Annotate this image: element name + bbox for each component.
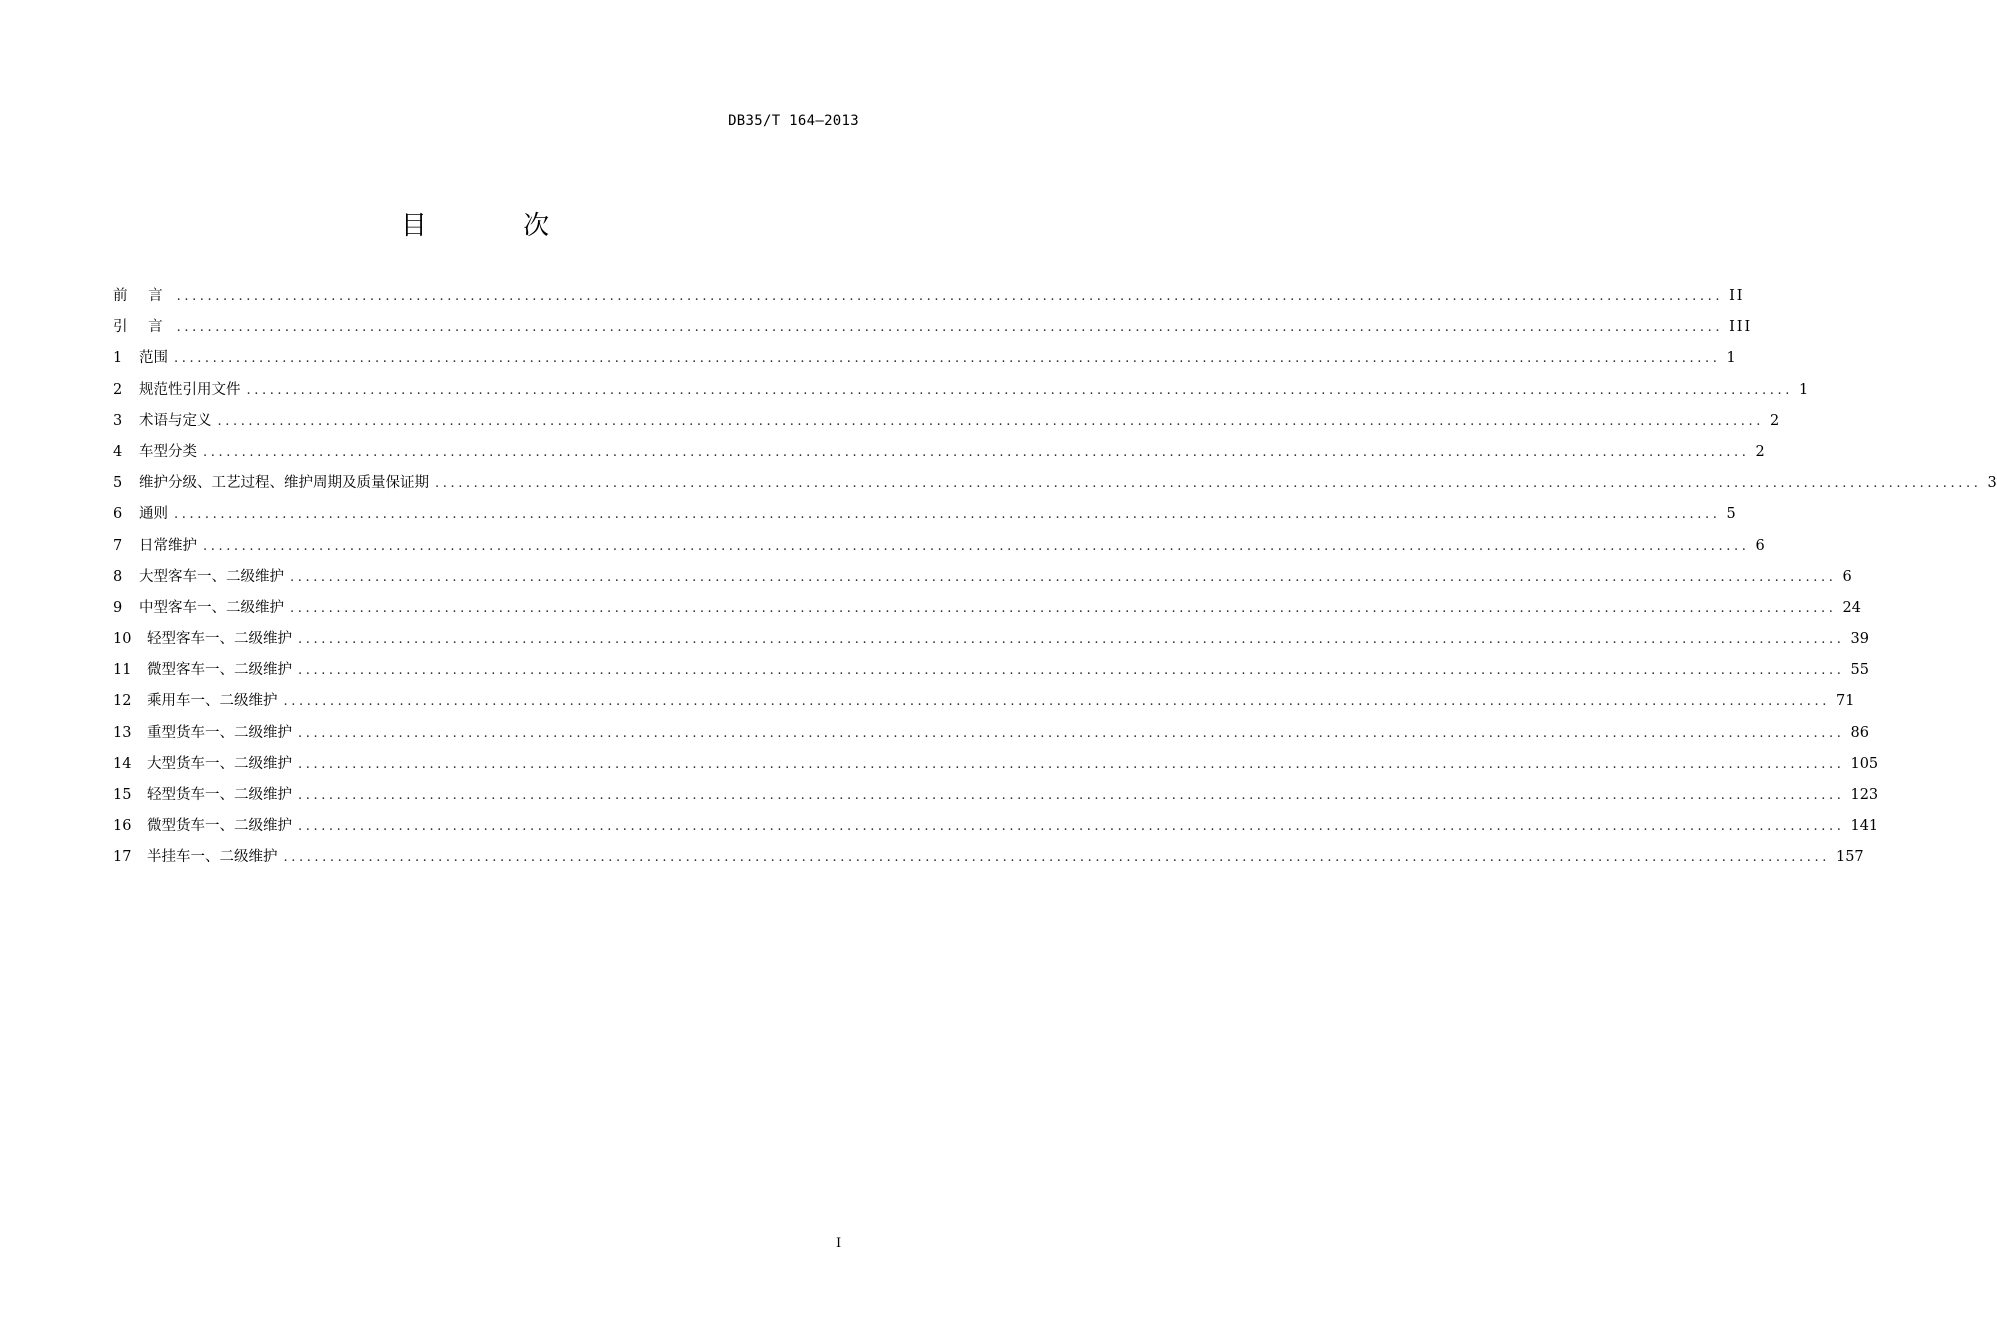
toc-entry-page: 39 xyxy=(1850,631,1869,648)
toc-entry-page: 1 xyxy=(1798,381,1809,398)
toc-leader: ........................................................................................................................................................................................................ xyxy=(298,663,1845,679)
toc-entry-number: 12 xyxy=(113,693,132,710)
toc-entry-page: 55 xyxy=(1850,662,1869,679)
toc-entry[interactable] xyxy=(113,499,1736,530)
toc-entry-label: 轻型客车一、二级维护 xyxy=(147,631,292,648)
toc-leader: ........................................................................................................................................................................................................ xyxy=(298,756,1845,772)
toc-entry-label: 维护分级、工艺过程、维护周期及质量保证期 xyxy=(139,475,429,492)
toc-title: 目 次 xyxy=(400,211,594,241)
toc-entry-label: 重型货车一、二级维护 xyxy=(147,724,292,741)
toc-leader: ........................................................................................................................................................................................................ xyxy=(298,725,1845,741)
toc-leader: ........................................................................................................................................................................................................ xyxy=(290,569,1837,585)
toc-leader: ........................................................................................................................................................................................................ xyxy=(217,413,1764,429)
toc-leader: ........................................................................................................................................................................................................ xyxy=(283,694,1830,710)
toc-entry[interactable] xyxy=(113,686,1855,717)
toc-entry-label: 引 言 xyxy=(113,319,171,336)
toc-entry-page: 5 xyxy=(1726,506,1736,523)
toc-leader: ........................................................................................................................................................................................................ xyxy=(298,632,1845,648)
toc-entry-page: 6 xyxy=(1755,537,1765,554)
toc-entry-page: 6 xyxy=(1842,568,1852,585)
document-code: DB35/T 164—2013 xyxy=(728,113,859,129)
toc-entry-page: 3 xyxy=(1987,475,1997,492)
toc-entry-page: 141 xyxy=(1850,818,1879,835)
toc-leader: ........................................................................................................................................................................................................ xyxy=(174,507,1721,523)
toc-entry[interactable] xyxy=(113,811,1879,842)
toc-entry-page: 24 xyxy=(1842,599,1861,616)
toc-entry[interactable] xyxy=(113,749,1879,780)
toc-leader: ........................................................................................................................................................................................................ xyxy=(174,351,1721,367)
table-of-contents xyxy=(113,281,1997,874)
toc-entry-label: 通则 xyxy=(139,506,168,523)
toc-entry-label: 轻型货车一、二级维护 xyxy=(147,787,292,803)
toc-entry[interactable] xyxy=(113,312,1753,343)
toc-entry-label: 术语与定义 xyxy=(139,412,212,429)
toc-leader: ........................................................................................................................................................................................................ xyxy=(203,444,1750,460)
toc-entry-page: 71 xyxy=(1835,693,1855,710)
toc-entry-number: 1 xyxy=(113,350,123,367)
toc-entry-number: 2 xyxy=(113,381,123,398)
toc-entry-number: 5 xyxy=(113,475,123,492)
toc-entry-label: 规范性引用文件 xyxy=(139,381,241,398)
toc-entry-label: 范围 xyxy=(139,350,168,367)
toc-entry-label: 半挂车一、二级维护 xyxy=(147,849,278,866)
toc-entry-page: III xyxy=(1729,319,1753,336)
toc-entry-label: 微型货车一、二级维护 xyxy=(147,818,292,835)
toc-entry-page: 86 xyxy=(1850,724,1869,741)
toc-leader: ........................................................................................................................................................................................................ xyxy=(246,382,1793,398)
toc-entry-number: 6 xyxy=(113,506,123,523)
toc-leader: ........................................................................................................................................................................................................ xyxy=(298,788,1845,803)
toc-leader: ........................................................................................................................................................................................................ xyxy=(176,320,1724,336)
toc-entry[interactable] xyxy=(113,531,1765,562)
toc-entry-number: 14 xyxy=(113,755,132,772)
toc-entry-number: 17 xyxy=(113,849,132,866)
toc-entry-page: 1 xyxy=(1726,350,1736,367)
toc-entry[interactable] xyxy=(113,842,1864,873)
toc-entry-number: 13 xyxy=(113,724,132,741)
page-number: I xyxy=(836,1236,842,1251)
toc-entry-number: 11 xyxy=(113,662,132,679)
toc-entry[interactable] xyxy=(113,406,1780,437)
toc-entry[interactable] xyxy=(113,375,1809,406)
toc-leader: ........................................................................................................................................................................................................ xyxy=(176,289,1724,304)
toc-entry-label: 中型客车一、二级维护 xyxy=(139,599,284,616)
toc-entry-label: 大型客车一、二级维护 xyxy=(139,568,284,585)
toc-entry-page: 105 xyxy=(1850,755,1879,772)
toc-entry-number: 16 xyxy=(113,818,132,835)
toc-entry-page: II xyxy=(1729,288,1745,304)
toc-entry-label: 微型客车一、二级维护 xyxy=(147,662,292,679)
toc-entry-label: 车型分类 xyxy=(139,443,197,460)
toc-entry[interactable] xyxy=(113,780,1879,811)
toc-leader: ........................................................................................................................................................................................................ xyxy=(298,819,1845,835)
toc-entry-number: 4 xyxy=(113,443,123,460)
toc-leader: ........................................................................................................................................................................................................ xyxy=(435,476,1982,492)
toc-entry-label: 乘用车一、二级维护 xyxy=(147,693,278,710)
toc-entry[interactable] xyxy=(113,468,1997,499)
toc-entry[interactable] xyxy=(113,343,1736,374)
toc-leader: ........................................................................................................................................................................................................ xyxy=(290,600,1837,616)
toc-entry-number: 7 xyxy=(113,537,123,554)
toc-entry-number: 15 xyxy=(113,787,132,803)
toc-leader: ........................................................................................................................................................................................................ xyxy=(203,538,1750,554)
toc-entry[interactable] xyxy=(113,562,1852,593)
toc-entry-label: 前 言 xyxy=(113,288,171,304)
toc-entry-number: 8 xyxy=(113,568,123,585)
toc-entry[interactable] xyxy=(113,437,1765,468)
toc-entry-page: 123 xyxy=(1850,787,1879,803)
toc-entry[interactable] xyxy=(113,655,1869,686)
toc-entry[interactable] xyxy=(113,718,1869,749)
toc-entry-page: 2 xyxy=(1755,443,1765,460)
toc-entry-page: 157 xyxy=(1835,849,1864,866)
toc-entry-label: 大型货车一、二级维护 xyxy=(147,755,292,772)
toc-entry-number: 3 xyxy=(113,412,123,429)
toc-entry-number: 10 xyxy=(113,631,132,648)
toc-entry-number: 9 xyxy=(113,599,123,616)
toc-entry[interactable] xyxy=(113,281,1745,312)
toc-entry[interactable] xyxy=(113,624,1869,655)
toc-entry[interactable] xyxy=(113,593,1861,624)
toc-entry-page: 2 xyxy=(1769,412,1780,429)
toc-entry-label: 日常维护 xyxy=(139,537,197,554)
toc-leader: ........................................................................................................................................................................................................ xyxy=(283,850,1830,866)
